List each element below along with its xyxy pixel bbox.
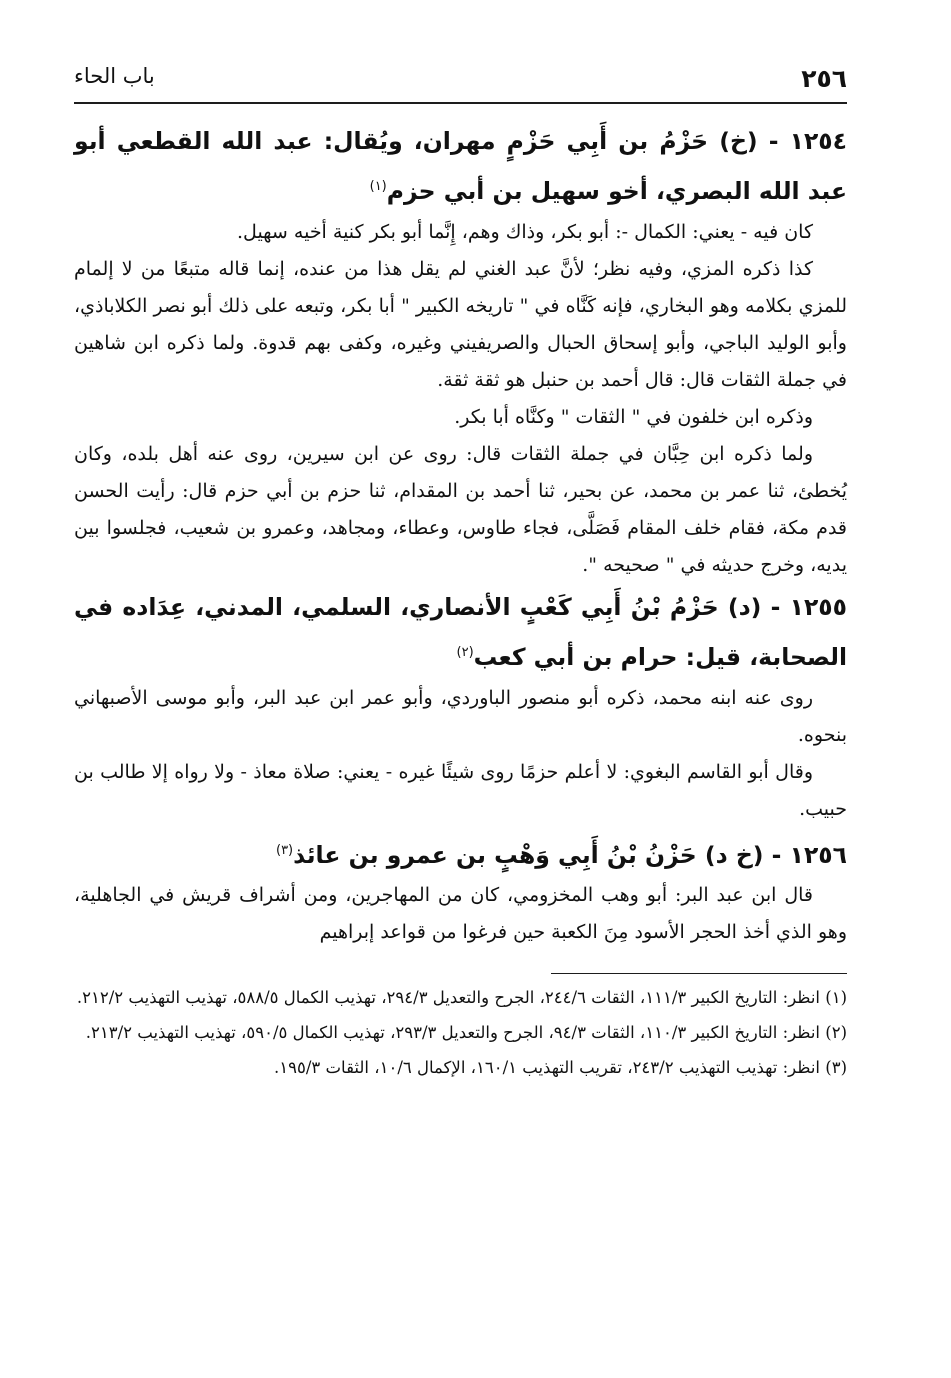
page-number: ٢٥٦ [801, 64, 847, 93]
footnote-ref: (٣) [275, 842, 294, 858]
footnote-ref: (٢) [456, 644, 474, 660]
footnote: (٣) انظر: تهذيب التهذيب ٢٤٣/٢، تقريب التهذيب ١٦٠/١، الإكمال ١٠/٦، الثقات ١٩٥/٣. [274, 1058, 847, 1078]
entry-heading-text: ١٢٥٥ - (د) حَزْمُ بْنُ أَبِي كَعْبٍ الأنصاري، السلمي، المدني، عِدَاده في الصحابة، قيل: حرام بن أبي كعب [74, 592, 847, 671]
entry-heading-1256 [74, 828, 847, 878]
running-header [74, 58, 847, 104]
book-page [74, 58, 847, 1338]
footnote: (٢) انظر: التاريخ الكبير ١١٠/٣، الثقات ٩٤/٣، الجرح والتعديل ٢٩٣/٣، تهذيب الكمال ٥٩٠/٥، تهذيب التهذيب ٢١٣/٢. [85, 1023, 847, 1043]
entry-heading-text: ١٢٥٦ - (خ د) حَزْنُ بْنُ أَبِي وَهْبٍ بن عمرو بن عائذ [293, 840, 847, 869]
paragraph: وذكره ابن خلفون في " الثقات " وكنَّاه أبا بكر. [454, 405, 813, 428]
paragraph: قال ابن عبد البر: أبو وهب المخزومي، كان من المهاجرين، ومن أشراف قريش في الجاهلية، وهو الذي أخذ الحجر الأسود مِنَ الكعبة حين فرغوا من قواعد إبراهيم [74, 884, 847, 944]
paragraph: كان فيه - يعني: الكمال -: أبو بكر، وذاك وهم، إِنَّما أبو بكر كنية أخيه سهيل. [237, 220, 813, 243]
paragraph: روى عنه ابنه محمد، ذكره أبو منصور الباوردي، وأبو عمر ابن عبد البر، وأبو موسى الأصبهاني بنحوه. [74, 686, 847, 746]
body-text [74, 118, 847, 951]
paragraph: ولما ذكره ابن حِبَّان في جملة الثقات قال: روى عن ابن سيرين، روى عنه أهل بلده، وكان يُخطئ، ثنا عمر بن محمد، عن بحير، ثنا أحمد بن المقدام، ثنا حزم بن أبي حزم قال: رأيت الحسن قدم مكة، فقام خلف المقام فَصَلَّى، فجاء طاوس، وعطاء، ومجاهد، وعمرو بن شعيب، فجلسوا بين يديه، وخرج حديثه في " صحيحه ". [74, 442, 847, 576]
entry-heading-1254 [74, 118, 847, 214]
footnote: (١) انظر: التاريخ الكبير ١١١/٣، الثقات ٢٤٤/٦، الجرح والتعديل ٢٩٤/٣، تهذيب الكمال ٥٨٨/٥، تهذيب التهذيب ٢١٢/٢. [76, 988, 847, 1008]
footnote-ref: (١) [369, 179, 387, 194]
footnote-divider [551, 973, 847, 974]
chapter-title: باب الحاء [74, 64, 155, 88]
paragraph: وقال أبو القاسم البغوي: لا أعلم حزمًا روى شيئًا غيره - يعني: صلاة معاذ - ولا رواه إلا طالب بن حبيب. [74, 760, 847, 820]
footnotes [74, 984, 847, 1081]
paragraph: كذا ذكره المزي، وفيه نظر؛ لأنَّ عبد الغني لم يقل هذا من عنده، إنما قاله متبعًا من لا إلمام للمزي بكلامه وهو البخاري، فإنه كَنَّاه في " تاريخه الكبير " أبا بكر، وتبعه على ذلك أبو نصر الكلاباذي، وأبو الوليد الباجي، وأبو إسحاق الحبال والصريفيني وغيره، وكفى بهم قدوة. ولما ذكره ابن شاهين في جملة الثقات قال: قال أحمد بن حنبل هو ثقة ثقة. [74, 257, 847, 391]
entry-heading-text: ١٢٥٤ - (خ) حَزْمُ بن أَبِي حَزْمٍ مهران، ويُقال: عبد الله القطعي أبو عبد الله البصري، أخو سهيل بن أبي حزم [74, 127, 847, 205]
entry-heading-1255 [74, 584, 847, 680]
